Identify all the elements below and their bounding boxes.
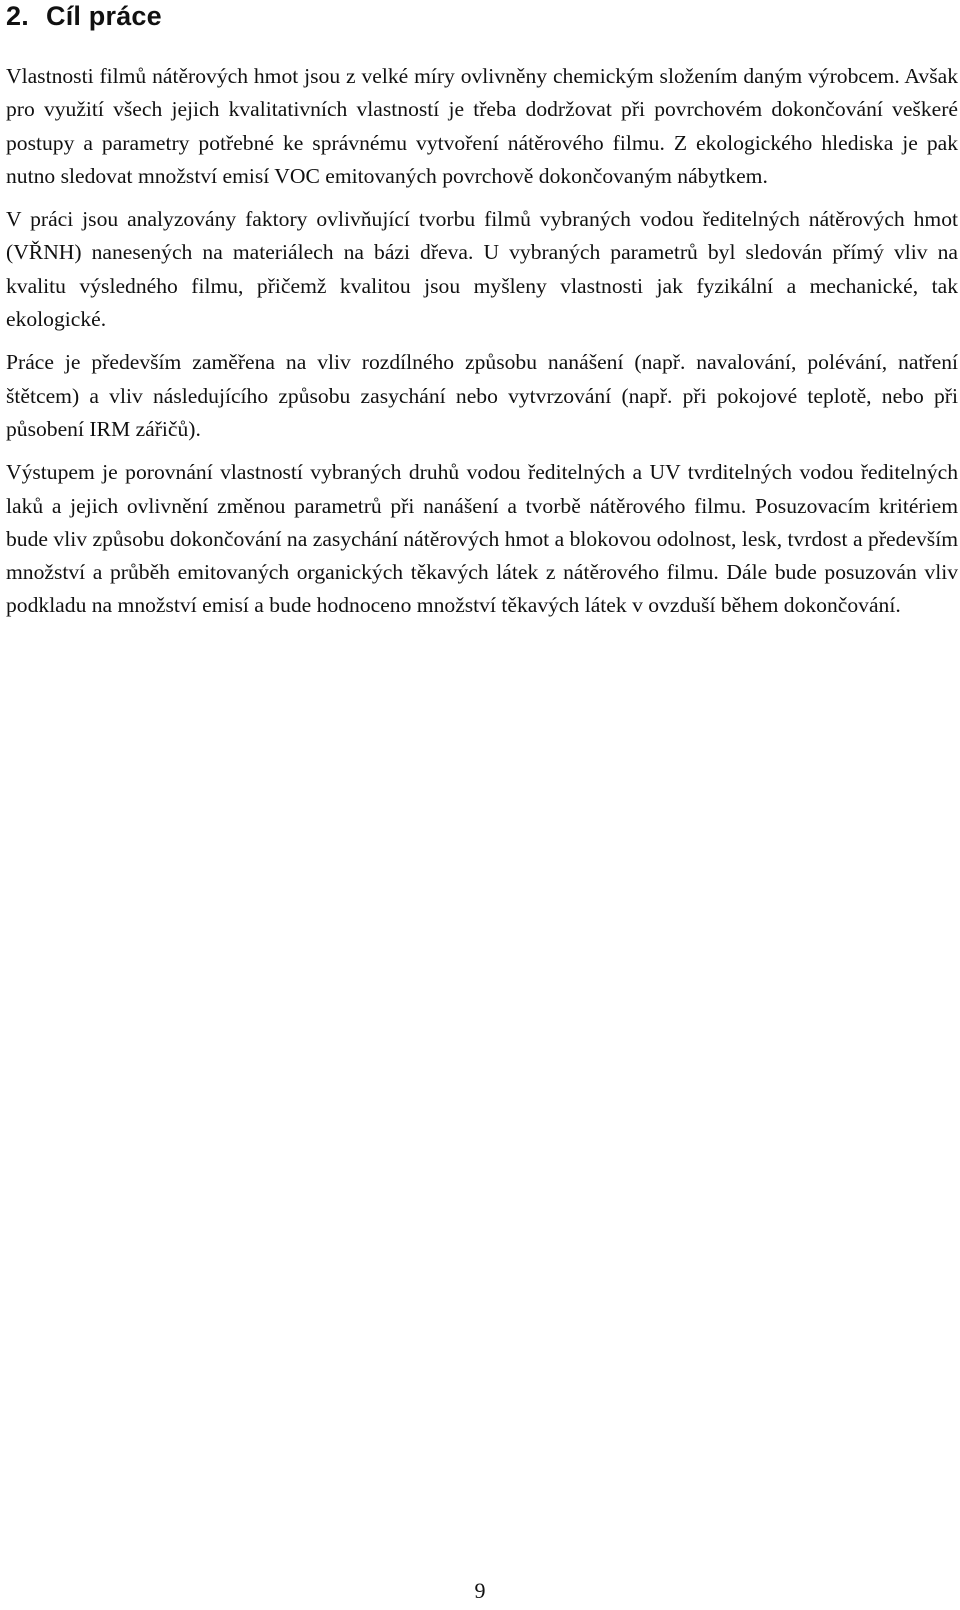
section-number: 2. [6, 1, 29, 31]
body-text [6, 60, 958, 623]
paragraph: Práce je především zaměřena na vliv rozdílného způsobu nanášení (např. navalování, polévání, natření štětcem) a vliv následujícího způsobu zasychání nebo vytvrzování (např. při pokojové teplotě, nebo při působení IRM zářičů). [6, 350, 958, 441]
section-title: Cíl práce [46, 1, 162, 31]
paragraph: V práci jsou analyzovány faktory ovlivňující tvorbu filmů vybraných vodou ředitelných nátěrových hmot (VŘNH) nanesených na materiálech na bázi dřeva. U vybraných parametrů byl sledován přímý vliv na kvalitu výsledného filmu, přičemž kvalitou jsou myšleny vlastnosti jak fyzikální a mechanické, tak ekologické. [6, 207, 958, 332]
section-heading [6, 0, 162, 32]
paragraph: Vlastnosti filmů nátěrových hmot jsou z velké míry ovlivněny chemickým složením daným výrobcem. Avšak pro využití všech jejich kvalitativních vlastností je třeba dodržovat při povrchovém dokončování veškeré postupy a parametry potřebné ke správnému vytvoření nátěrového filmu. Z ekologického hlediska je pak nutno sledovat množství emisí VOC emitovaných povrchově dokončovaným nábytkem. [6, 64, 958, 188]
page-number: 9 [474, 1578, 486, 1603]
paragraph: Výstupem je porovnání vlastností vybraných druhů vodou ředitelných a UV tvrditelných vodou ředitelných laků a jejich ovlivnění změnou parametrů při nanášení a tvorbě nátěrového filmu. Posuzovacím kritériem bude vliv způsobu dokončování na zasychání nátěrových hmot a blokovou odolnost, lesk, tvrdost a především množství a průběh emitovaných organických těkavých látek z nátěrového filmu. Dále bude posuzován vliv podkladu na množství emisí a bude hodnoceno množství těkavých látek v ovzduší během dokončování. [6, 460, 958, 618]
